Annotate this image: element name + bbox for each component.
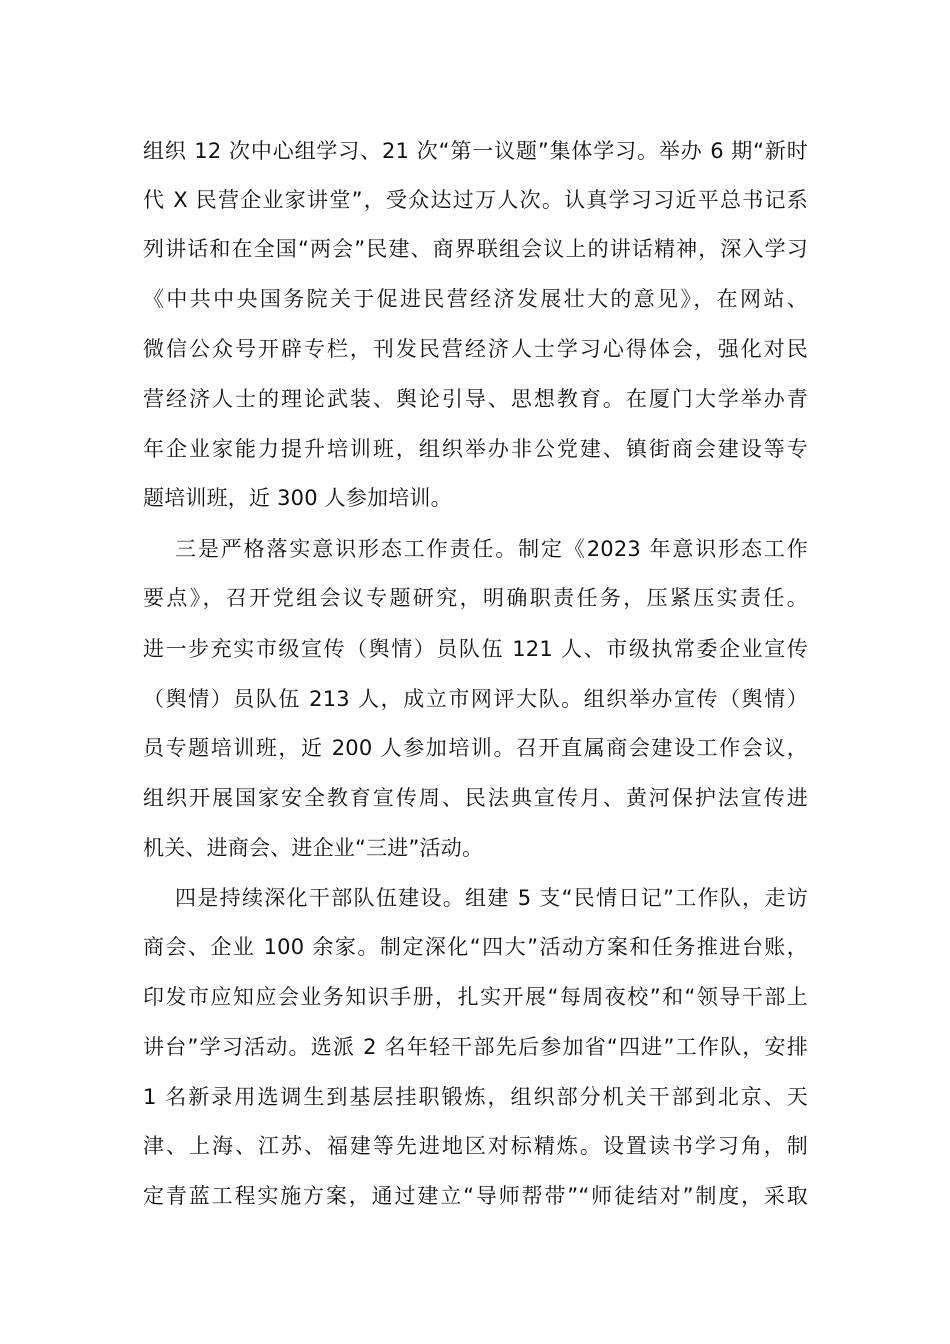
text-line-3: 列讲话和在全国“两会”民建、商界联组会议上的讲话精神，深入学习 (143, 237, 808, 261)
text-line-8-paragraph-end: 题培训班，近 300 人参加培训。 (143, 486, 452, 510)
text-line-13: 员专题培训班，近 200 人参加培训。召开直属商会建设工作会议， (143, 736, 808, 760)
text-line-2: 代 X 民营企业家讲堂”，受众达过万人次。认真学习习近平总书记系 (143, 188, 808, 212)
text-line-6: 营经济人士的理论武装、舆论引导、思想教育。在厦门大学举办青 (143, 387, 808, 411)
text-line-16-paragraph-start: 四是持续深化干部队伍建设。组建 5 支“民情日记”工作队，走访 (175, 886, 808, 910)
text-line-7: 年企业家能力提升培训班，组织举办非公党建、镇街商会建设等专 (143, 437, 808, 461)
text-line-18: 印发市应知应会业务知识手册，扎实开展“每周夜校”和“领导干部上 (143, 985, 808, 1009)
text-line-19: 讲台”学习活动。选派 2 名年轻干部先后参加省“四进”工作队，安排 (143, 1035, 808, 1059)
text-line-15-paragraph-end: 机关、进商会、进企业“三进”活动。 (143, 836, 484, 860)
text-line-20: 1 名新录用选调生到基层挂职锻炼，组织部分机关干部到北京、天 (143, 1085, 808, 1109)
text-line-14: 组织开展国家安全教育宣传周、民法典宣传月、黄河保护法宣传进 (143, 786, 808, 810)
text-line-17: 商会、企业 100 余家。制定深化“四大”活动方案和任务推进台账， (143, 935, 808, 959)
text-line-4: 《中共中央国务院关于促进民营经济发展壮大的意见》，在网站、 (143, 287, 808, 311)
text-line-12: （舆情）员队伍 213 人，成立市网评大队。组织举办宣传（舆情） (143, 687, 808, 711)
text-line-5: 微信公众号开辟专栏，刊发民营经济人士学习心得体会，强化对民 (143, 337, 808, 361)
text-line-1: 组织 12 次中心组学习、21 次“第一议题”集体学习。举办 6 期“新时 (143, 139, 808, 163)
text-line-21: 津、上海、江苏、福建等先进地区对标精炼。设置读书学习角，制 (143, 1134, 808, 1158)
text-line-11: 进一步充实市级宣传（舆情）员队伍 121 人、市级执常委企业宣传 (143, 637, 808, 661)
text-line-10: 要点》，召开党组会议专题研究，明确职责任务，压紧压实责任。 (143, 586, 808, 610)
text-line-9-paragraph-start: 三是严格落实意识形态工作责任。制定《2023 年意识形态工作 (175, 537, 808, 561)
text-line-22: 定青蓝工程实施方案，通过建立“导师帮带”“师徒结对”制度，采取 (143, 1184, 808, 1208)
